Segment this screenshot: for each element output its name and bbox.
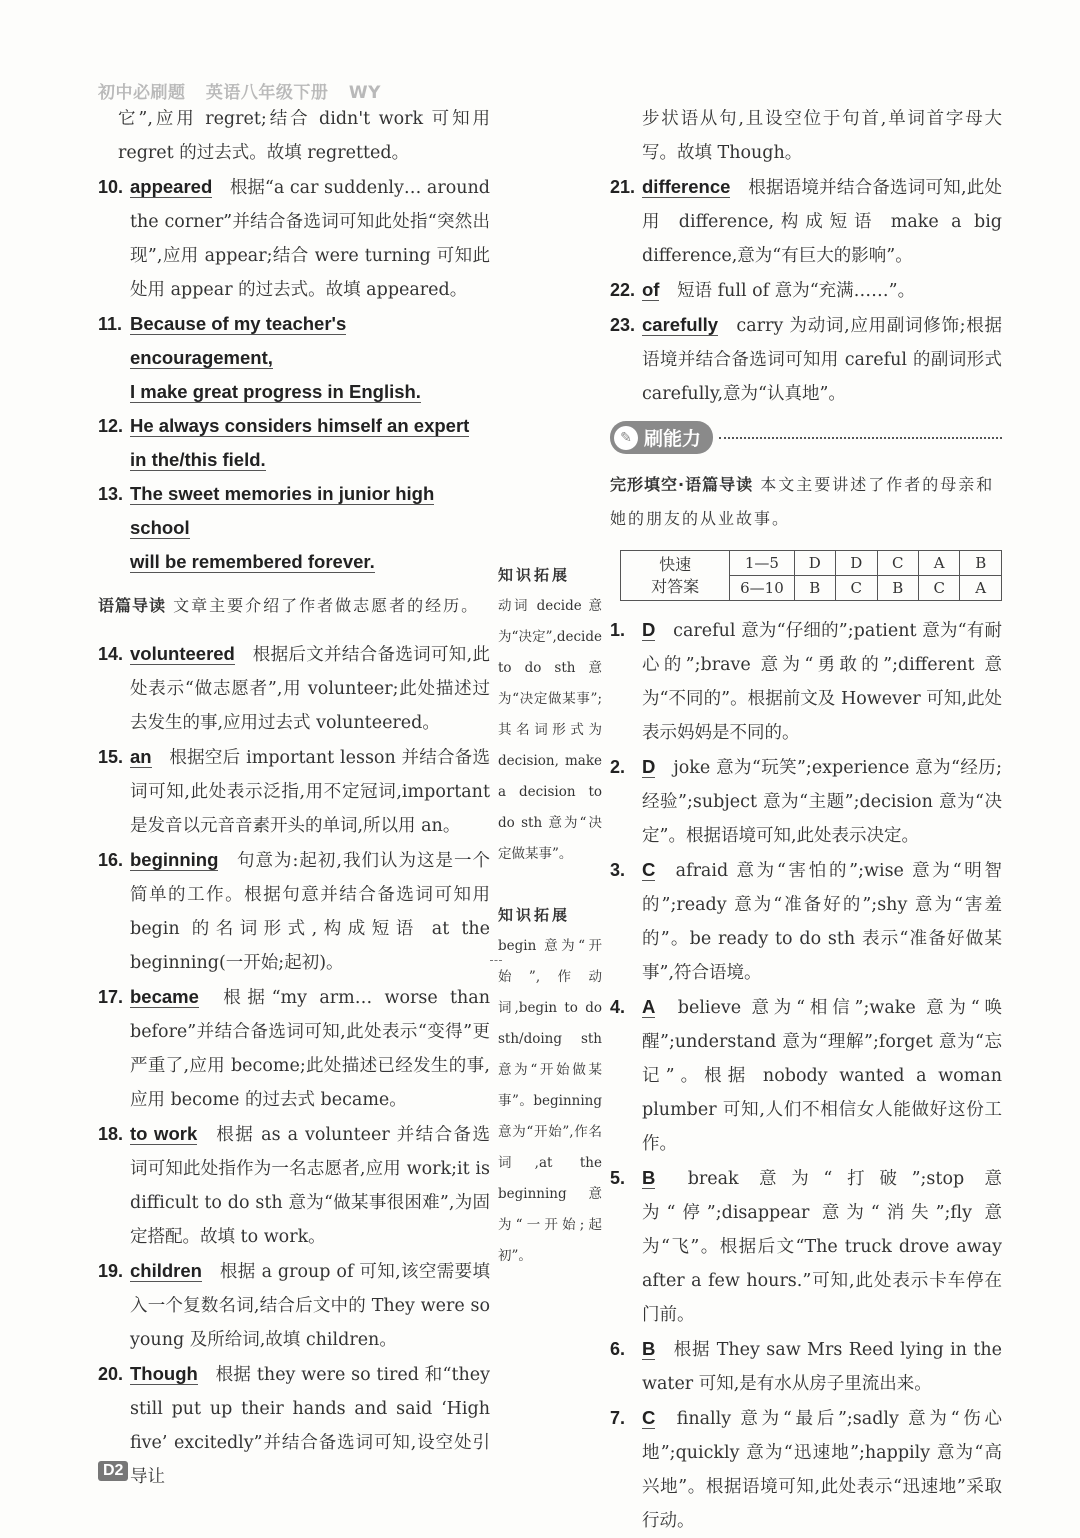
sentence-item-12 <box>98 409 490 477</box>
item-number: 7. <box>610 1408 626 1428</box>
knowledge-note-1 <box>498 560 602 870</box>
table-cell: C <box>918 576 959 601</box>
right-reading-guide <box>610 468 1002 536</box>
sentence-item-11 <box>98 307 490 409</box>
cloze-item-6 <box>610 1332 1002 1401</box>
item-answer: an <box>130 746 152 767</box>
item-number: 17. <box>98 987 124 1007</box>
item-number: 11. <box>98 314 123 334</box>
answer-item-10 <box>98 170 490 307</box>
item-answer: to work <box>130 1123 198 1144</box>
item-answer: appeared <box>130 176 213 197</box>
item-number: 6. <box>610 1339 626 1359</box>
cloze-item-5 <box>610 1161 1002 1332</box>
table-range: 6—10 <box>730 576 794 601</box>
sentence-item-13 <box>98 477 490 579</box>
item-answer: Though <box>130 1363 198 1384</box>
item-number: 10. <box>98 177 124 197</box>
item-answer: difference <box>642 176 731 197</box>
item-answer: beginning <box>130 849 219 870</box>
cloze-item-4 <box>610 990 1002 1161</box>
right-column <box>610 102 1002 1538</box>
running-header <box>98 78 395 103</box>
sentence-line: will be remembered forever. <box>130 551 375 572</box>
answer-item-17 <box>98 980 490 1117</box>
item-explanation: 根据 they were so tired 和“they still put up their hands and said ‘High five’ excitedly”并结合备选词可知,设空处引导让 <box>130 1365 490 1487</box>
table-label <box>621 551 730 601</box>
sentence-line: I make great progress in English. <box>130 381 421 402</box>
item-explanation: believe 意为“相信”;wake 意为“唤醒”;understand 意为“理解”;forget 意为“忘记”。根据 nobody wanted a woman plumber 可知,人们不相信女人能做好这份工作。 <box>642 998 1002 1154</box>
item-number: 12. <box>98 416 124 436</box>
table-cell: A <box>960 576 1002 601</box>
item-explanation: 根据 They saw Mrs Reed lying in the water 可知,是有水从房子里流出来。 <box>642 1340 1002 1394</box>
item-number: 21. <box>610 177 636 197</box>
item-answer: C <box>642 1407 656 1428</box>
item-number: 5. <box>610 1168 626 1188</box>
section-badge <box>610 421 713 454</box>
item-explanation: 根据空后 important lesson 并结合备选词可知,此处表示泛指,用不定冠词,important 是发音以元音音素开头的单词,所以用 an。 <box>130 748 490 836</box>
knowledge-note-2 <box>498 900 602 1272</box>
item-answer: B <box>642 1167 656 1188</box>
cloze-item-3 <box>610 853 1002 990</box>
header-edition: WY <box>348 83 381 103</box>
item-explanation: break 意为“打破”;stop 意为“停”;disappear 意为“消失”;fly 意为“飞”。根据后文“The truck drove away after a few hours.”可知,此处表示卡车停在门前。 <box>642 1169 1002 1325</box>
table-cell: B <box>960 551 1002 576</box>
sentence-line: in the/this field. <box>130 449 266 470</box>
answer-item-16 <box>98 843 490 980</box>
quick-answer-table <box>620 550 1002 601</box>
item-explanation: 句意为:起初,我们认为这是一个简单的工作。根据句意并结合备选词可知用 begin 的名词形式,构成短语 at the beginning(一开始;起初)。 <box>130 851 490 973</box>
note-text: begin 意为“开始”,作动词,begin to do sth/doing sth 意为“开始做某事”。beginning 意为“开始”,作名词,at the beginning 意为“一开始;起初”。 <box>498 938 602 1264</box>
item-answer: B <box>642 1338 656 1359</box>
page-number: D2 <box>98 1461 128 1481</box>
item-answer: D <box>642 756 656 777</box>
item-number: 1. <box>610 620 626 640</box>
guide-label: 完形填空·语篇导读 <box>610 475 754 494</box>
table-cell: A <box>918 551 959 576</box>
item-number: 16. <box>98 850 124 870</box>
table-range: 1—5 <box>730 551 794 576</box>
note-arrow <box>490 960 502 961</box>
item-answer: D <box>642 619 656 640</box>
right-intro-text: 步状语从句,且设空位于句首,单词首字母大写。故填 Though。 <box>642 109 1002 163</box>
item-explanation: 根据“my arm… worse than before”并结合备选词可知,此处表示“变得”更严重了,应用 become;此处描述已经发生的事,应用 become 的过去式 became。 <box>130 988 490 1110</box>
table-cell: D <box>836 551 877 576</box>
item-explanation: joke 意为“玩笑”;experience 意为“经历;经验”;subject 意为“主题”;decision 意为“决定”。根据语境可知,此处表示决定。 <box>642 758 1002 846</box>
table-cell: C <box>836 576 877 601</box>
answer-item-19 <box>98 1254 490 1357</box>
answer-item-20 <box>98 1357 490 1494</box>
item-explanation: 根据 as a volunteer 并结合备选词可知此处指作为一名志愿者,应用 work;it is difficult to do sth 意为“做某事很困难”,为固定搭配。故填 to work。 <box>130 1125 490 1247</box>
item-explanation: 短语 full of 意为“充满……”。 <box>677 281 916 301</box>
item-explanation: finally 意为“最后”;sadly 意为“伤心地”;quickly 意为“迅速地”;happily 意为“高兴地”。根据语境可知,此处表示“迅速地”采取行动。 <box>642 1409 1002 1531</box>
sentence-line: Because of my teacher's encouragement, <box>130 313 347 368</box>
item-answer: of <box>642 279 660 300</box>
header-book: 初中必刷题 <box>98 83 186 103</box>
item-number: 14. <box>98 644 124 664</box>
item-number: 4. <box>610 997 626 1017</box>
item-answer: A <box>642 996 656 1017</box>
left-intro-text: 它”,应用 regret;结合 didn't work 可知用 regret 的过去式。故填 regretted。 <box>118 109 490 163</box>
table-label-line: 对答案 <box>651 576 700 596</box>
item-number: 23. <box>610 315 636 335</box>
item-explanation: 根据“a car suddenly… around the corner”并结合备选词可知此处指“突然出现”,应用 appear;结合 were turning 可知此处用 appear 的过去式。故填 appeared。 <box>130 178 490 300</box>
cloze-item-1 <box>610 613 1002 750</box>
sentence-line: He always considers himself an expert <box>130 415 470 436</box>
item-explanation: careful 意为“仔细的”;patient 意为“有耐心的”;brave 意为“勇敢的”;different 意为“不同的”。根据前文及 However 可知,此处表示妈妈是不同的。 <box>642 621 1002 743</box>
answer-item-23 <box>610 308 1002 411</box>
item-number: 18. <box>98 1124 124 1144</box>
answer-item-21 <box>610 170 1002 273</box>
knowledge-notes <box>498 560 602 1272</box>
item-explanation: 根据语境并结合备选词可知,此处用 difference,构成短语 make a big difference,意为“有巨大的影响”。 <box>642 178 1002 266</box>
item-number: 20. <box>98 1364 124 1384</box>
brush-icon: ✎ <box>614 426 638 450</box>
item-number: 13. <box>98 484 124 504</box>
table-label-line: 快速 <box>659 554 692 574</box>
item-explanation: 根据后文并结合备选词可知,此处表示“做志愿者”,用 volunteer;此处描述过去发生的事,应用过去式 volunteered。 <box>130 645 490 733</box>
item-number: 3. <box>610 860 626 880</box>
section-banner <box>610 421 1002 454</box>
note-text: 动词 decide 意为“决定”,decide to do sth 意为“决定做某事”;其名词形式为 decision, make a decision to do sth 意为“决定做某事”。 <box>498 598 602 862</box>
item-number: 15. <box>98 747 124 767</box>
note-title: 知识拓展 <box>498 906 571 924</box>
cloze-item-7 <box>610 1401 1002 1538</box>
cloze-item-2 <box>610 750 1002 853</box>
item-explanation: afraid 意为“害怕的”;wise 意为“明智的”;ready 意为“准备好的”;shy 意为“害羞的”。be ready to do sth 表示“准备好做某事”,符合语境。 <box>642 861 1002 983</box>
dotted-divider <box>719 437 1002 439</box>
answer-item-15 <box>98 740 490 843</box>
answer-item-22 <box>610 273 1002 308</box>
note-title: 知识拓展 <box>498 566 571 584</box>
answer-item-18 <box>98 1117 490 1254</box>
table-cell: C <box>877 551 918 576</box>
table-cell: B <box>877 576 918 601</box>
sentence-line: The sweet memories in junior high school <box>130 483 435 538</box>
item-answer: volunteered <box>130 643 235 664</box>
item-number: 19. <box>98 1261 124 1281</box>
table-cell: D <box>794 551 835 576</box>
left-reading-guide <box>98 589 490 623</box>
item-answer: C <box>642 859 656 880</box>
item-explanation: 根据 a group of 可知,该空需要填入一个复数名词,结合后文中的 They were so young 及所给词,故填 children。 <box>130 1262 490 1350</box>
item-explanation: carry 为动词,应用副词修饰;根据语境并结合备选词可知用 careful 的副词形式 carefully,意为“认真地”。 <box>642 316 1002 404</box>
guide-text: 本文主要讲述了作者的母亲和她的朋友的从业故事。 <box>610 475 995 528</box>
guide-text: 文章主要介绍了作者做志愿者的经历。 <box>173 596 480 615</box>
table-cell: B <box>794 576 835 601</box>
item-number: 2. <box>610 757 626 777</box>
item-answer: carefully <box>642 314 719 335</box>
section-badge-label: 刷能力 <box>644 428 702 450</box>
left-column <box>98 102 490 1494</box>
item-number: 22. <box>610 280 636 300</box>
guide-label: 语篇导读 <box>98 596 167 615</box>
item-answer: became <box>130 986 199 1007</box>
item-answer: children <box>130 1260 202 1281</box>
header-subject: 英语八年级下册 <box>205 83 329 103</box>
answer-item-14 <box>98 637 490 740</box>
